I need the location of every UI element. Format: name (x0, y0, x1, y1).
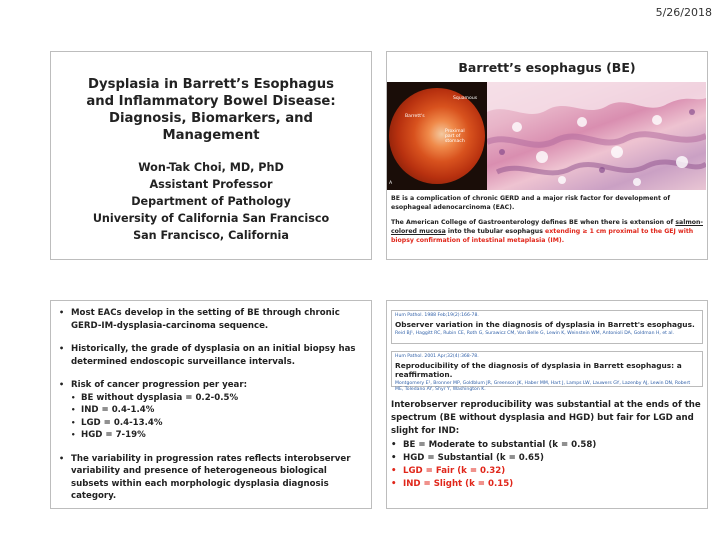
citation-ref[interactable]: Hum Pathol. 1988 Feb;19(2):166-78. (395, 313, 479, 318)
bullet-text: Risk of cancer progression per year: (71, 380, 247, 390)
bullet-text: The variability in progression rates reflects interobserver variability and presence of heterogeneous biological subsets within each morphologic dysplasia diagnosis category. (71, 453, 351, 501)
bullet-item (59, 343, 363, 368)
author-location: San Francisco, California (133, 229, 289, 242)
sub-bullet-item (71, 392, 363, 405)
sub-bullet-item (71, 429, 363, 442)
citation-title: Reproducibility of the diagnosis of dysplasia in Barrett esophagus: a reaffirmation. (395, 361, 682, 379)
sub-bullet-icon: • (71, 431, 76, 439)
citation-authors[interactable]: Reid BJ¹, Haggitt RC, Rubin CE, Roth G, Surawicz CM, Van Belle G, Lewin K, Weinstein WM, Antonioli DA, Goldman H, et al. (395, 331, 674, 336)
sub-bullet-item (71, 417, 363, 430)
acg-text-highlighted: extending ≥ 1 cm proximal to the GEJ with biopsy confirmation of intestinal metaplasia (IM). (391, 228, 694, 244)
label-proximal-stomach: Proximal part of stomach (445, 129, 465, 144)
label-panel: A (389, 181, 393, 186)
citation-authors[interactable]: Montgomery E¹, Bronner MP, Goldblum JR, Greenson JK, Haber MM, Hart J, Lamps LW, Lauwers GY, Lazenby AJ, Lewin DN, Robert ME, Toledano AY, Shyr Y, Washington K. (395, 381, 691, 392)
bullet-item (59, 379, 363, 442)
bullet-item (59, 453, 363, 503)
citation-title: Observer variation in the diagnosis of dysplasia in Barrett's esophagus. (395, 320, 695, 329)
slide-interobserver (386, 300, 708, 509)
label-squamous: Squamous (453, 96, 478, 101)
kappa-item (391, 478, 701, 491)
kappa-text: HGD = Substantial (k = 0.65) (403, 453, 544, 463)
histology-texture (487, 82, 706, 190)
page-date: 5/26/2018 (655, 6, 712, 19)
author-info (51, 159, 371, 244)
author-institution: University of California San Francisco (92, 212, 330, 225)
title-line: Diagnosis, Biomarkers, and (109, 111, 313, 126)
be-definition-paragraph: BE is a complication of chronic GERD and a major risk factor for development of esophageal adenocarcinoma (EAC). (391, 195, 671, 211)
kappa-text: IND = Slight (k = 0.15) (403, 479, 514, 489)
histology-image (487, 82, 706, 190)
bullet-text: Most EACs develop in the setting of BE through chronic GERD-IM-dysplasia-carcinoma sequence. (71, 308, 340, 331)
kappa-text: LGD = Fair (k = 0.32) (403, 466, 506, 476)
author-department: Department of Pathology (131, 195, 291, 208)
bullet-icon: • (59, 344, 65, 353)
kappa-item (391, 439, 701, 452)
acg-text-a: The American College of Gastroenterology defines BE when there is extension of (391, 219, 676, 226)
citation-reid-1988 (391, 310, 703, 344)
sub-bullet-text: IND = 0.4-1.4% (81, 405, 155, 415)
acg-definition-paragraph (391, 218, 703, 245)
sub-bullet-icon: • (71, 406, 76, 414)
bullet-icon: • (391, 453, 397, 463)
citation-ref[interactable]: Hum Pathol. 2001 Apr;32(4):368-78. (395, 354, 479, 359)
kappa-item (391, 465, 701, 478)
bullet-item (59, 307, 363, 332)
citation-montgomery-2001 (391, 351, 703, 392)
bullet-icon: • (59, 380, 65, 389)
acg-text-b: into the tubular esophagus (445, 228, 546, 235)
slide-barretts-esophagus (386, 51, 708, 260)
endoscopy-view (389, 88, 485, 184)
sub-bullet-text: HGD = 7-19% (81, 430, 146, 440)
bullet-icon: • (59, 453, 65, 463)
sub-bullet-icon: • (71, 418, 76, 427)
interobserver-summary: Interobserver reproducibility was substantial at the ends of the spectrum (BE without dysplasia and HGD) but fair for LGD and slight for IND: (391, 400, 701, 436)
title-line: and Inflammatory Bowel Disease: (86, 94, 336, 109)
sub-bullet-text: BE without dysplasia = 0.2-0.5% (81, 392, 239, 403)
bullet-icon: • (391, 479, 397, 489)
slide-heading: Barrett’s esophagus (BE) (458, 60, 636, 75)
bullet-list (59, 307, 363, 514)
barretts-description (391, 194, 703, 251)
title-line: Dysplasia in Barrett’s Esophagus (88, 77, 334, 92)
kappa-text: BE = Moderate to substantial (k = 0.58) (403, 440, 597, 450)
sub-bullet-icon: • (71, 393, 76, 402)
presentation-title (51, 76, 371, 144)
bullet-icon: • (59, 308, 65, 317)
title-line: Management (162, 128, 260, 143)
slide-title (50, 51, 372, 260)
kappa-list (391, 439, 701, 491)
bullet-icon: • (391, 440, 397, 450)
endoscopy-image (387, 82, 487, 190)
slide-progression (50, 300, 372, 509)
author-name: Won-Tak Choi, MD, PhD (138, 161, 284, 174)
kappa-item (391, 452, 701, 465)
sub-bullet-text: LGD = 0.4-13.4% (81, 417, 163, 428)
label-barretts: Barrett's (405, 114, 425, 119)
acg-text-underlined: salmon-colored mucosa (391, 219, 703, 235)
bullet-icon: • (391, 466, 397, 476)
sub-bullet-item (71, 404, 363, 417)
bullet-text: Historically, the grade of dysplasia on an initial biopsy has determined endoscopic surveillance intervals. (71, 344, 356, 367)
author-title: Assistant Professor (149, 178, 273, 191)
